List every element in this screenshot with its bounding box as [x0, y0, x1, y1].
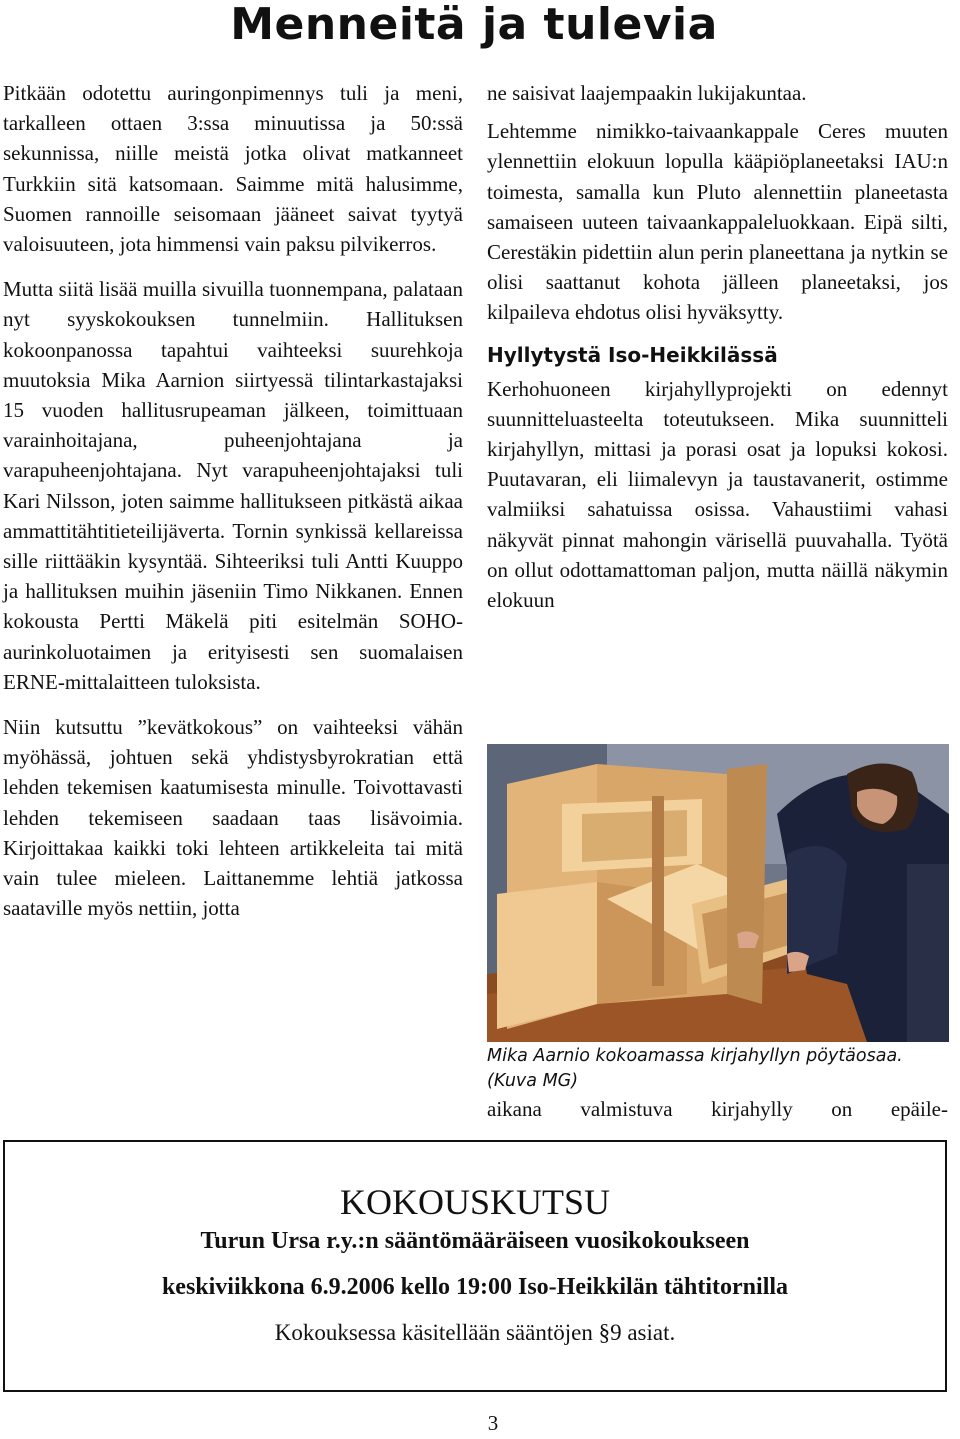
- article-paragraph: ne saisivat laajempaakin lukijakuntaa.: [487, 81, 807, 105]
- article-paragraph: Kerhohuoneen kirjahyllyprojekti on edennyt suunnitteluasteelta toteutukseen. Mika suunnitteli kirjahyllyn, mittasi ja porasi osat ja lopuksi kokosi. Puutavaran, eli liimalevyn ja taustavanerit, ostimme valmiiksi sahatuissa osissa. Vahaustiimi vahasi näkyvät pinnat mahongin värisellä puuvahalla. Työtä on ollut odottamattoman paljon, mutta näillä näkymin elokuun: [487, 376, 948, 613]
- page-number: 3: [487, 1411, 499, 1435]
- meeting-notice-box: [3, 1140, 947, 1392]
- article-paragraph: Pitkään odotettu auringonpimennys tuli ja meni, tarkalleen ottaen 3:ssa minuutissa ja 50:ssä sekunnissa, niille meistä jotka olivat matkanneet Turkkiin sitä katsomaan. Saimme mitä halusimme, Suomen rannoille seisomaan jääneet saivat tyytyä valoisuuteen, jota himmensi vain paksu pilvikerros.: [3, 81, 463, 257]
- bookshelf-photo: [487, 744, 949, 1042]
- page-headline: Menneitä ja tulevia: [230, 0, 718, 50]
- article-continuation: aikana valmistuva kirjahylly on epäile-: [487, 1097, 948, 1121]
- notice-organization-line: Turun Ursa r.y.:n sääntömääräiseen vuosikokoukseen: [200, 1228, 750, 1254]
- right-column: [487, 78, 948, 615]
- article-paragraph: Mutta siitä lisää muilla sivuilla tuonnempana, palataan nyt syyskokouksen tunnelmiin. Hallituksen kokoonpanossa tapahtui vaihteeksi suurehkoja muutoksia Mika Aarnion siirtyessä tilintarkastajaksi 15 vuoden hallitusrupeaman jälkeen, toimittuaan varainhoitajana, puheenjohtajana ja varapuheenjohtajana. Nyt varapuheenjohtajaksi tuli Kari Nilsson, joten saimme hallitukseen pitkästä aikaa ammattitähtitieteilijäverta. Tornin synkissä kellareissa sille riittääkin kysyntää. Sihteeriksi tuli Antti Kuuppo ja hallituksen muihin jäseniin Timo Nikkanen. Ennen kokousta Pertti Mäkelä piti esitelmän SOHO-aurinkoluotaimen ja erityisesti sen suomalaisen ERNE-mittalaitteen tuloksista.: [3, 277, 463, 694]
- article-paragraph: Lehtemme nimikko-taivaankappale Ceres muuten ylennettiin elokuun lopulla kääpiöplaneetaksi IAU:n toimesta, samalla kun Pluto alennettiin planeetasta samaiseen uuteen taivaankappaleluokkaan. Eipä silti, Cerestäkin pidettiin alun perin planeettana ja nytkin se olisi saattanut kohota jälleen planeetaksi, jos kilpaileva ehdotus olisi hyväksytty.: [487, 119, 948, 325]
- photo-caption: Mika Aarnio kokoamassa kirjahyllyn pöytäosaa. (Kuva MG): [487, 1046, 903, 1091]
- article-paragraph: Niin kutsuttu ”kevätkokous” on vaihteeksi vähän myöhässä, johtuen sekä yhdistysbyrokratian että lehden tekemisen kaatumisesta minulle. Toivottavasti lehden tekemiseen saadaan taas lisävoimia. Kirjoittakaa kaikki toki lehteen artikkeleita tai mitä vain tulee mieleen. Laittanemme lehtiä jatkossa saataville myös nettiin, jotta: [3, 715, 463, 921]
- notice-date-line: keskiviikkona 6.9.2006 kello 19:00 Iso-Heikkilän tähtitornilla: [161, 1274, 789, 1300]
- notice-agenda-line: Kokouksessa käsitellään sääntöjen §9 asiat.: [274, 1320, 676, 1345]
- notice-title: KOKOUSKUTSU: [339, 1182, 611, 1222]
- section-subheading: Hyllytystä Iso-Heikkilässä: [487, 342, 778, 367]
- left-column: [3, 78, 463, 923]
